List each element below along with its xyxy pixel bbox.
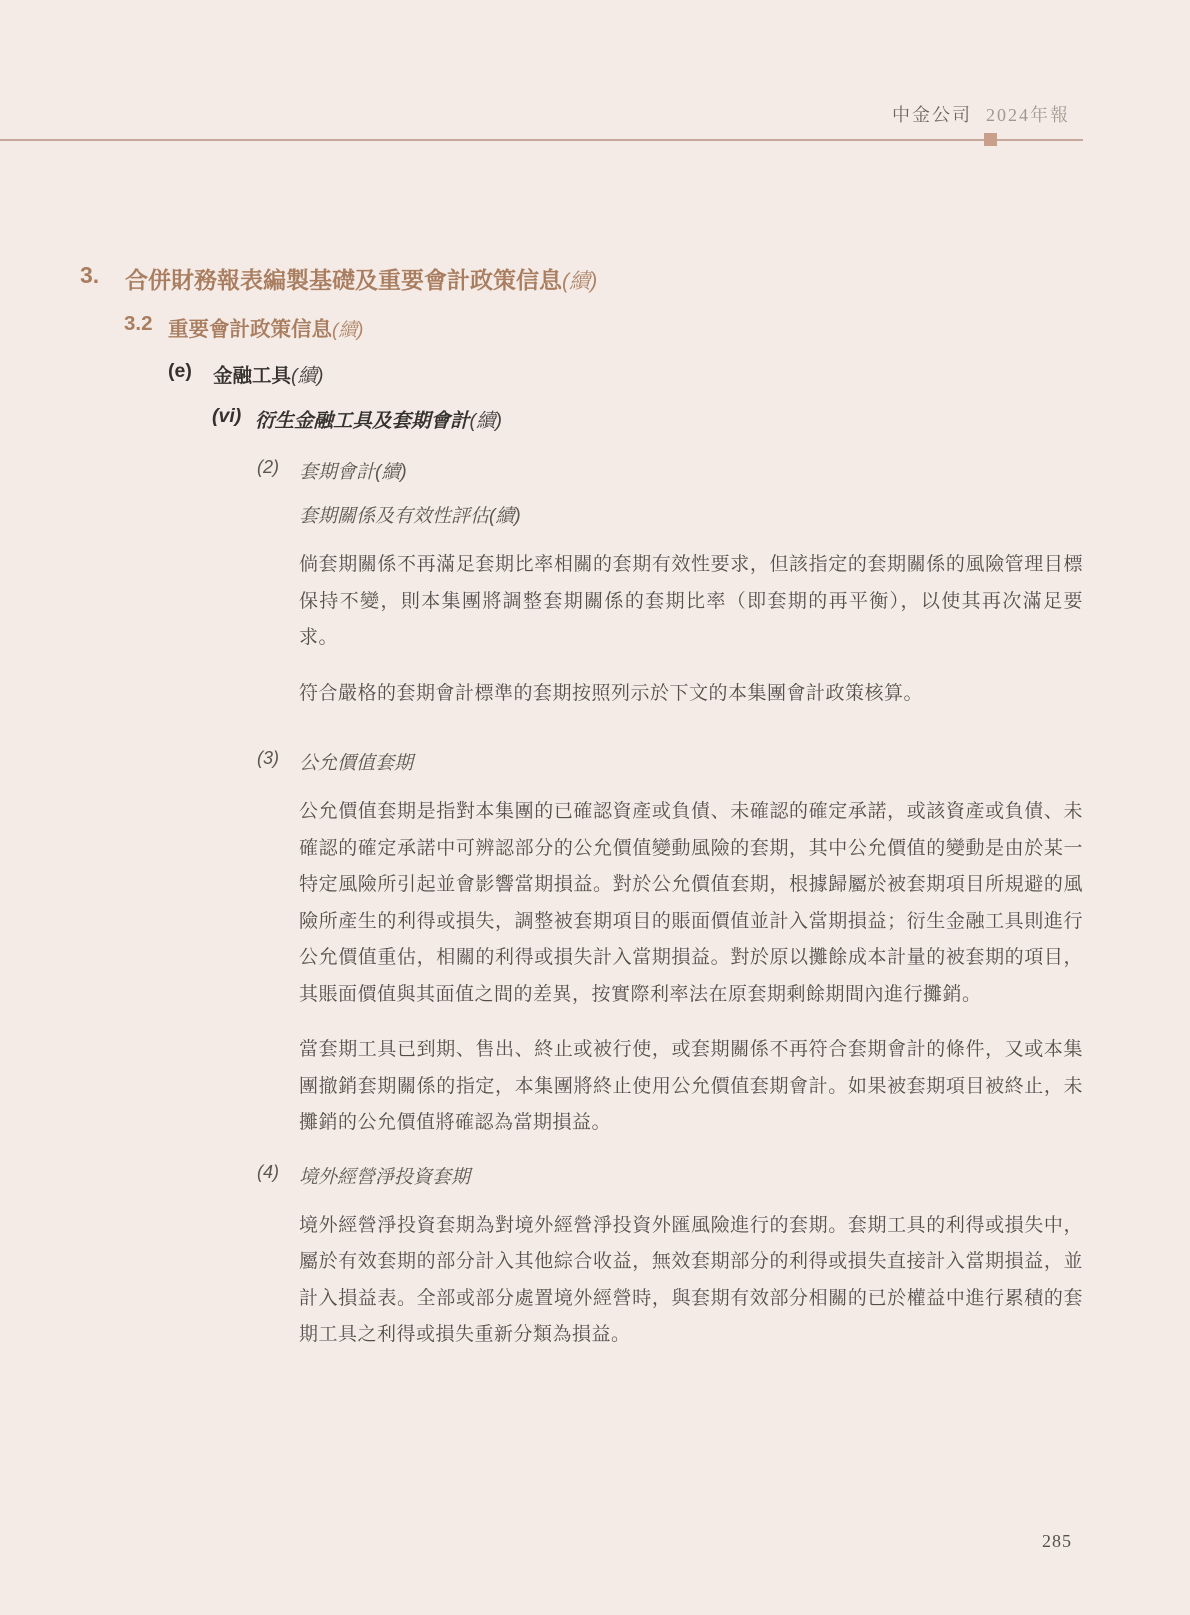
header-rule xyxy=(0,139,1083,141)
hedge-accounting-title: 套期會計(續) xyxy=(299,462,407,483)
subsection-heading xyxy=(124,312,1190,342)
section-number: 3. xyxy=(80,262,100,288)
company-name: 中金公司 xyxy=(892,105,972,125)
item-e-heading xyxy=(168,360,1190,388)
continued-mark: (續) xyxy=(332,319,364,340)
header-rule-marker xyxy=(984,133,997,146)
page-number: 285 xyxy=(1042,1531,1072,1551)
item-vi-label: (vi) xyxy=(212,405,242,427)
net-investment-hedge-label: (4) xyxy=(257,1161,279,1182)
hedge-accounting-label: (2) xyxy=(257,457,279,477)
effectiveness-subheading: 套期關係及有效性評估(續) xyxy=(299,506,521,527)
paragraph-discontinue: 當套期工具已到期、售出、終止或被行使，或套期關係不再符合套期會計的條件，又或本集團撤銷套期關係的指定，本集團將終止使用公允價值套期會計。如果被套期項目被終止，未攤銷的公允價值將確認為當期損益。 xyxy=(299,1039,1083,1133)
item-e-label: (e) xyxy=(168,360,192,382)
continued-mark: (續) xyxy=(469,410,503,432)
paragraph-fair-value: 公允價值套期是指對本集團的已確認資產或負債、未確認的確定承諾，或該資產或負債、未確認的確定承諾中可辨認部分的公允價值變動風險的套期，其中公允價值的變動是由於某一特定風險所引起並會影響當期損益。對於公允價值套期，根據歸屬於被套期項目所規避的風險所產生的利得或損失，調整被套期項目的賬面價值並計入當期損益；衍生金融工具則進行公允價值重估，相關的利得或損失計入當期損益。對於原以攤餘成本計量的被套期的項目，其賬面價值與其面值之間的差異，按實際利率法在原套期剩餘期間內進行攤銷。 xyxy=(299,801,1083,1005)
paragraph-qualify: 符合嚴格的套期會計標準的套期按照列示於下文的本集團會計政策核算。 xyxy=(299,682,924,704)
continued-mark: (續) xyxy=(291,365,324,387)
fair-value-hedge-title: 公允價值套期 xyxy=(299,753,414,774)
paragraph-rebalance: 倘套期關係不再滿足套期比率相關的套期有效性要求，但該指定的套期關係的風險管理目標保持不變，則本集團將調整套期關係的套期比率（即套期的再平衡），以使其再次滿足要求。 xyxy=(299,554,1083,648)
paragraph-net-investment: 境外經營淨投資套期為對境外經營淨投資外匯風險進行的套期。套期工具的利得或損失中，屬於有效套期的部分計入其他綜合收益，無效套期部分的利得或損失直接計入當期損益，並計入損益表。全部或部分處置境外經營時，與套期有效部分相關的已於權益中進行累積的套期工具之利得或損失重新分類為損益。 xyxy=(299,1214,1083,1345)
net-investment-hedge-heading xyxy=(257,1162,1190,1189)
report-year: 2024年報 xyxy=(986,105,1070,125)
continued-mark: (續) xyxy=(562,270,598,293)
section-heading xyxy=(80,262,1190,295)
subsection-number: 3.2 xyxy=(124,312,153,335)
running-header xyxy=(892,101,1070,127)
fair-value-hedge-label: (3) xyxy=(257,748,279,768)
section-title: 合併財務報表編製基礎及重要會計政策信息(續) xyxy=(125,267,598,293)
net-investment-hedge-title: 境外經營淨投資套期 xyxy=(299,1166,471,1188)
hedge-accounting-heading xyxy=(257,457,1190,484)
document-content xyxy=(0,262,1190,1373)
item-vi-heading xyxy=(212,405,1190,433)
item-e-title: 金融工具(續) xyxy=(213,365,324,387)
fair-value-hedge-heading xyxy=(257,748,1190,775)
subsection-title: 重要會計政策信息(續) xyxy=(168,318,364,341)
item-vi-title: 衍生金融工具及套期會計(續) xyxy=(255,410,503,432)
